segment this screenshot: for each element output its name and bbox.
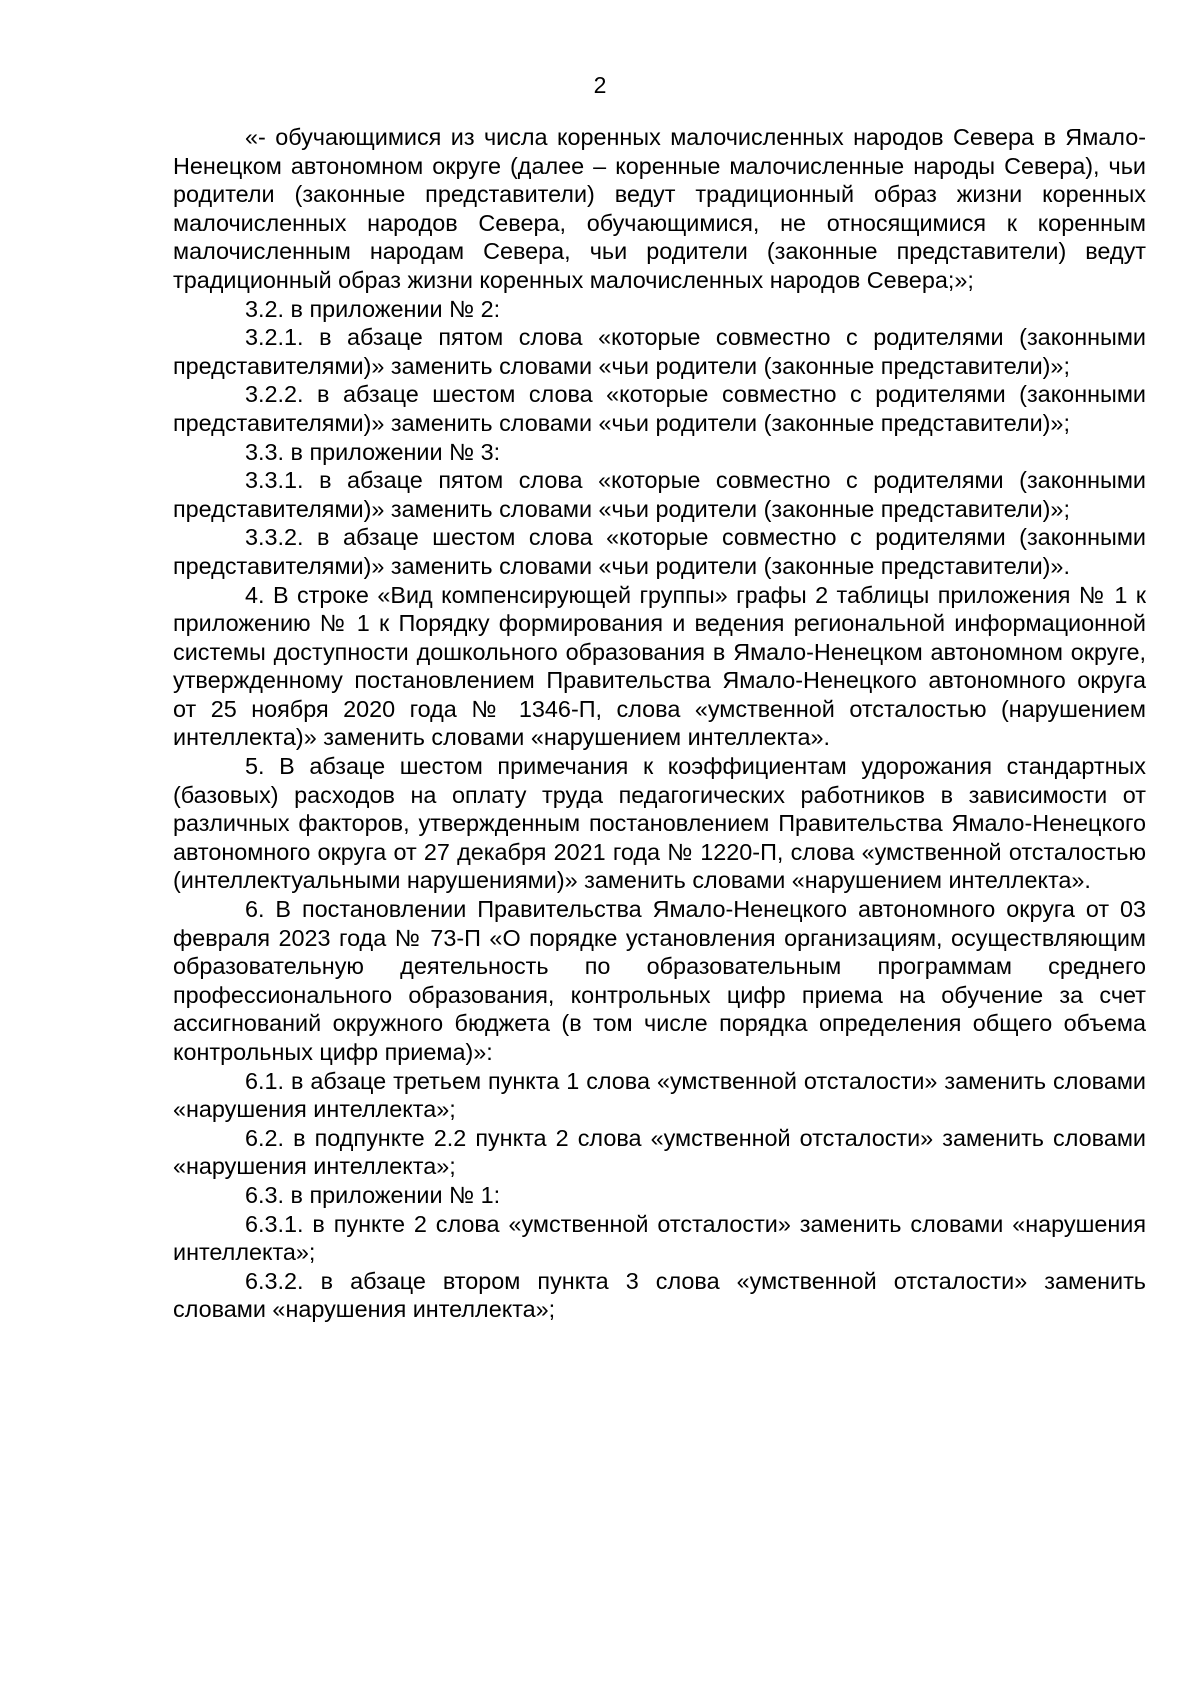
paragraph-3-2-1: 3.2.1. в абзаце пятом слова «которые совместно с родителями (законными представителями)» заменить словами «чьи родители (законные представители)»; bbox=[173, 324, 1146, 379]
paragraph-6: 6. В постановлении Правительства Ямало-Ненецкого автономного округа от 03 февраля 2023 года № 73-П «О порядке установления организациям, осуществляющим образовательную деятельность по образовательным программам среднего профессионального образования, контрольных цифр приема на обучение за счет ассигнований окружного бюджета (в том числе порядка определения общего объема контрольных цифр приема)»: bbox=[173, 896, 1146, 1065]
paragraph-indigenous-students: «- обучающимися из числа коренных малочисленных народов Севера в Ямало-Ненецком автономном округе (далее – коренные малочисленные народы Севера), чьи родители (законные представители) ведут традиционный образ жизни коренных малочисленных народов Севера, обучающимися, не относящимися к коренным малочисленным народам Севера, чьи родители (законные представители) ведут традиционный образ жизни коренных малочисленных народов Севера;»; bbox=[173, 124, 1146, 293]
document-body bbox=[173, 123, 1146, 1324]
paragraph-6-3: 6.3. в приложении № 1: bbox=[245, 1181, 501, 1208]
paragraph-5: 5. В абзаце шестом примечания к коэффициентам удорожания стандартных (базовых) расходов на оплату труда педагогических работников в зависимости от различных факторов, утвержденным постановлением Правительства Ямало-Ненецкого автономного округа от 27 декабря 2021 года № 1220-П, слова «умственной отсталостью (интеллектуальными нарушениями)» заменить словами «нарушением интеллекта». bbox=[173, 753, 1146, 894]
paragraph-3-2-2: 3.2.2. в абзаце шестом слова «которые совместно с родителями (законными представителями)» заменить словами «чьи родители (законные представители)»; bbox=[173, 381, 1146, 436]
paragraph-6-1: 6.1. в абзаце третьем пункта 1 слова «умственной отсталости» заменить словами «нарушения интеллекта»; bbox=[173, 1067, 1146, 1123]
page-number: 2 bbox=[593, 72, 607, 98]
paragraph-6-2: 6.2. в подпункте 2.2 пункта 2 слова «умственной отсталости» заменить словами «нарушения интеллекта»; bbox=[173, 1124, 1146, 1180]
paragraph-3-3-2: 3.3.2. в абзаце шестом слова «которые совместно с родителями (законными представителями)» заменить словами «чьи родители (законные представители)». bbox=[173, 524, 1146, 579]
paragraph-6-3-2: 6.3.2. в абзаце втором пункта 3 слова «умственной отсталости» заменить словами «нарушения интеллекта»; bbox=[173, 1267, 1146, 1323]
paragraph-3-3: 3.3. в приложении № 3: bbox=[245, 438, 501, 465]
paragraph-4: 4. В строке «Вид компенсирующей группы» графы 2 таблицы приложения № 1 к приложению № 1 к Порядку формирования и ведения региональной информационной системы доступности дошкольного образования в Ямало-Ненецком автономном округе, утвержденному постановлением Правительства Ямало-Ненецкого автономного округа от 25 ноября 2020 года № 1346-П, слова «умственной отсталостью (нарушением интеллекта)» заменить словами «нарушением интеллекта». bbox=[173, 581, 1146, 751]
paragraph-6-3-1: 6.3.1. в пункте 2 слова «умственной отсталости» заменить словами «нарушения интеллекта»; bbox=[173, 1210, 1146, 1266]
paragraph-3-2: 3.2. в приложении № 2: bbox=[245, 295, 501, 322]
paragraph-3-3-1: 3.3.1. в абзаце пятом слова «которые совместно с родителями (законными представителями)» заменить словами «чьи родители (законные представители)»; bbox=[173, 467, 1146, 522]
